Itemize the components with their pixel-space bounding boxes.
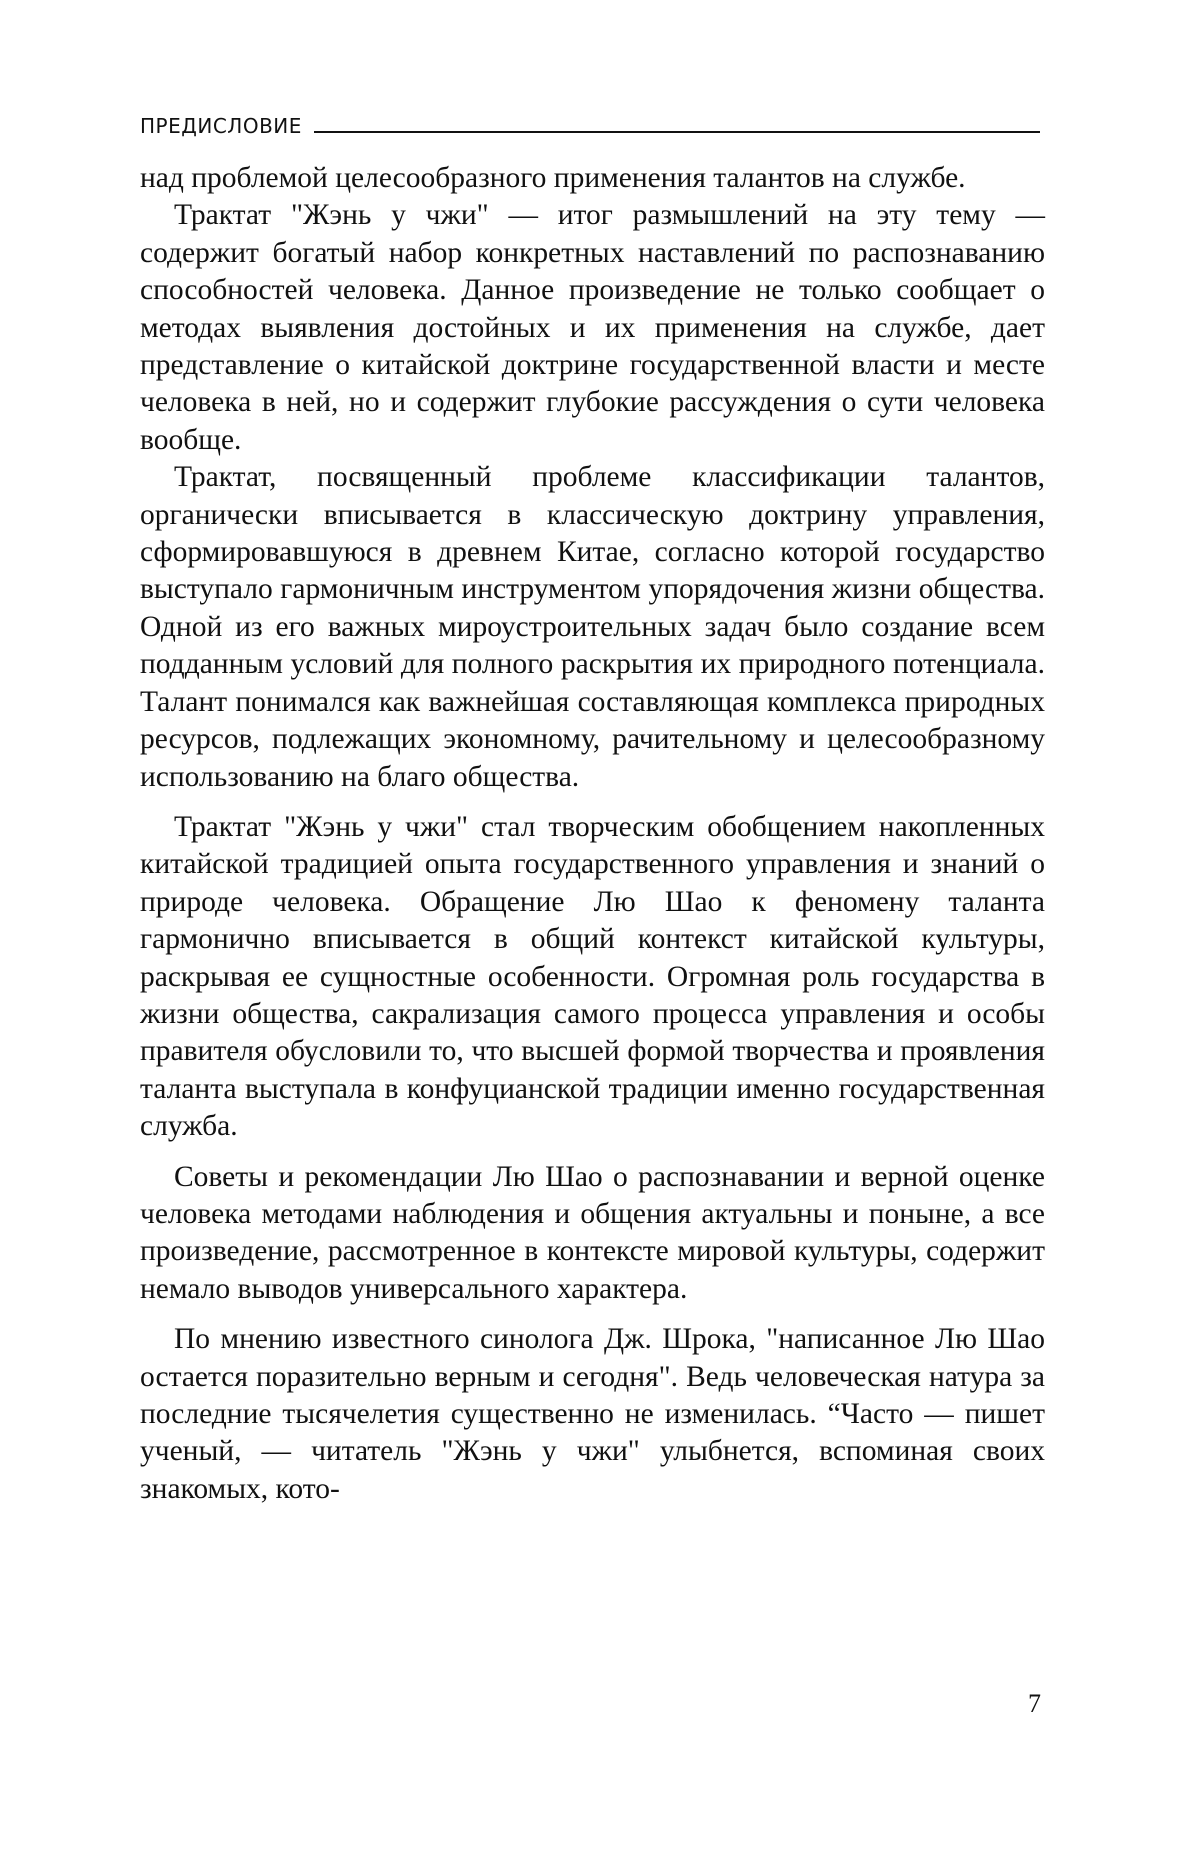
paragraph-continuation: над проблемой целесообразного применения талантов на службе. [140,162,966,194]
page-number: 7 [1028,1689,1041,1718]
running-header [140,108,1040,138]
running-title: ПРЕДИСЛОВИЕ [140,114,302,138]
header-rule [314,131,1040,133]
body-text [140,160,1045,1508]
paragraph: Трактат "Жэнь у чжи" стал творческим обобщением накопленных китайской традицией опыта государственного управления и знаний о природе человека. Обращение Лю Шао к феномену таланта гармонично вписывается в общий контекст китайской культуры, раскрывая ее сущностные особенности. Огромная роль государства в жизни общества, сакрализация самого процесса управления и особы правителя обусловили то, что высшей формой творчества и проявления таланта выступала в конфуцианской традиции именно государственная служба. [140,810,1045,1143]
paragraph: Советы и рекомендации Лю Шао о распознавании и верной оценке человека методами наблюдения и общения актуальны и поныне, а все произведение, рассмотренное в контексте мировой культуры, содержит немало выводов универсального характера. [140,1160,1045,1305]
paragraph: Трактат "Жэнь у чжи" — итог размышлений на эту тему — содержит богатый набор конкретных наставлений по распознаванию способностей человека. Данное произведение не только сообщает о методах выявления достойных и их применения на службе, дает представление о китайской доктрине государственной власти и месте человека в ней, но и содержит глубокие рассуждения о сути человека вообще. [140,199,1045,456]
paragraph: По мнению известного синолога Дж. Шрока, "написанное Лю Шао остается поразительно верным и сегодня". Ведь человеческая натура за последние тысячелетия существенно не изменилась. “Часто — пишет ученый, — читатель "Жэнь у чжи" улыбнется, вспоминая своих знакомых, кото- [140,1323,1045,1505]
paragraph: Трактат, посвященный проблеме классификации талантов, органически вписывается в классическую доктрину управления, сформировавшуюся в древнем Китае, согласно которой государство выступало гармоничным инструментом упорядочения жизни общества. Одной из его важных мироустроительных задач было создание всем подданным условий для полного раскрытия их природного потенциала. Талант понимался как важнейшая составляющая комплекса природных ресурсов, подлежащих экономному, рачительному и целесообразному использованию на благо общества. [140,461,1045,793]
